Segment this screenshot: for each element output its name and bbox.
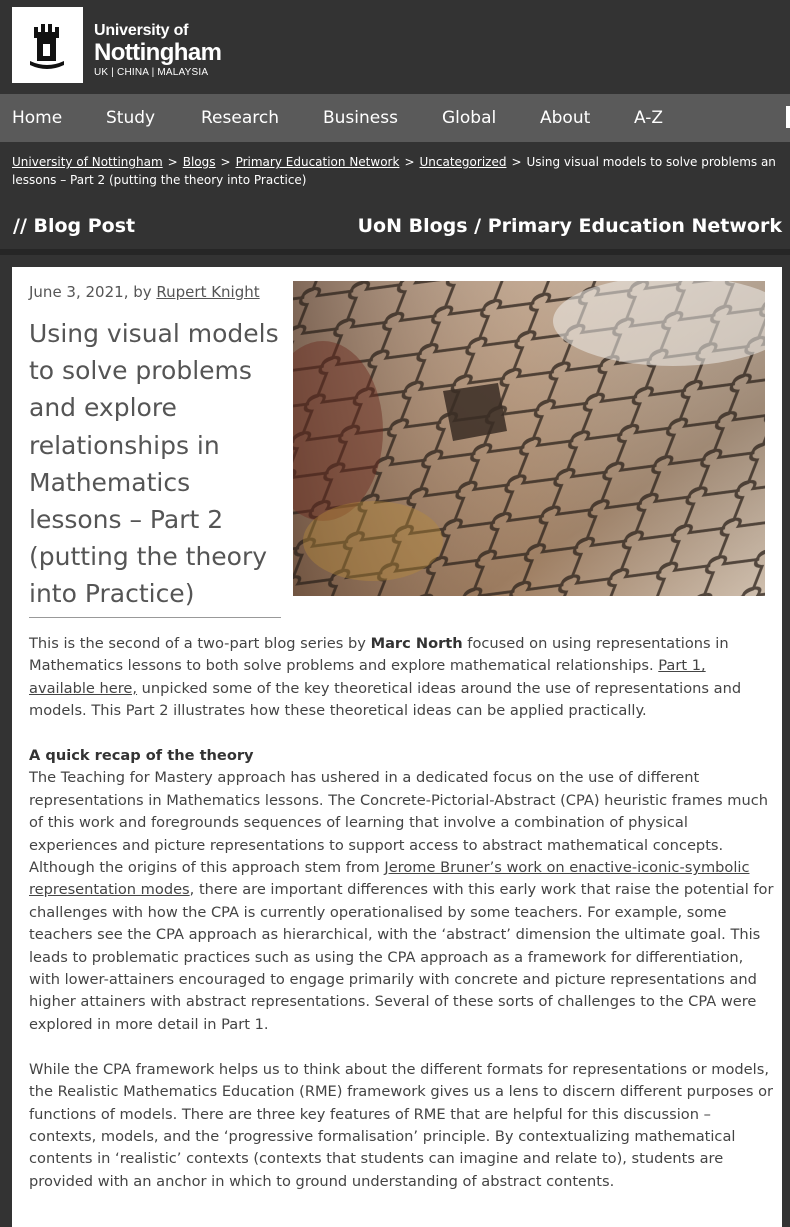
main-nav bbox=[0, 94, 790, 142]
blog-name[interactable]: UoN Blogs / Primary Education Network bbox=[357, 215, 782, 237]
university-wordmark bbox=[94, 22, 221, 80]
nav-research[interactable]: Research bbox=[201, 108, 279, 128]
rme-paragraph: While the CPA framework helps us to think about the different formats for representations or models, the Realistic Mathematics Education (RME) framework gives us a lens to discern different purposes or functions of models. There are three key features of RME that are helpful for this discussion – contexts, models, and the ‘progressive formalisation’ principle. By contextualizing mathematical contents in ‘realistic’ contexts (contexts that students can imagine and relate to), students are provided with an anchor in which to ground understanding of abstract contents. bbox=[29, 1060, 774, 1190]
title-line: Mathematics bbox=[29, 467, 191, 497]
title-line: to solve problems bbox=[29, 356, 252, 386]
title-line: Using visual models bbox=[29, 319, 279, 348]
breadcrumb-primary-education-network[interactable]: Primary Education Network bbox=[235, 155, 400, 169]
wordmark-line1: University of bbox=[94, 22, 189, 39]
intro-text-end: unpicked some of the key theoretical ideas around the use of representations and models. This Part 2 illustrates how these theoretical ideas can be applied practically. bbox=[29, 679, 742, 720]
recap-text-cont: , there are important differences with this early work that raise the potential for challenges with how the CPA is currently operationalised by some teachers. For example, some teachers see the CPA approach as hierarchical, with the ‘abstract’ dimension the ultimate goal. This leads to problematic practices such as using the CPA approach as a framework for differentiation, with lower-attainers encouraged to engage primarily with concrete and picture representations and higher attainers with abstract representations. Several of these sorts of challenges to the CPA were explored in more detail in Part 1. bbox=[29, 881, 774, 1033]
nav-a-z[interactable]: A-Z bbox=[634, 108, 664, 128]
university-logo[interactable] bbox=[12, 7, 83, 83]
title-line: relationships in bbox=[29, 430, 220, 460]
breadcrumb-uncategorized[interactable]: Uncategorized bbox=[419, 155, 507, 169]
breadcrumb-separator: > bbox=[404, 155, 415, 169]
intro-text: This is the second of a two-part blog series by bbox=[29, 635, 371, 652]
wordmark-campuses: UK | CHINA | MALAYSIA bbox=[94, 67, 209, 78]
breadcrumb-separator: > bbox=[511, 155, 522, 169]
breadcrumb-university[interactable]: University of Nottingham bbox=[12, 155, 163, 169]
article-body bbox=[29, 633, 774, 1216]
title-line: lessons – Part 2 bbox=[29, 505, 224, 535]
breadcrumb-current-continued: lessons – Part 2 (putting the theory into Practice) bbox=[12, 173, 307, 187]
part1-link[interactable]: Part 1, available here, bbox=[29, 657, 706, 697]
breadcrumb-current: Using visual models to solve problems an bbox=[526, 155, 776, 169]
article-card bbox=[12, 267, 782, 1227]
nav-about[interactable]: About bbox=[540, 108, 591, 128]
wordmark-line2: Nottingham bbox=[94, 39, 222, 66]
puzzle-photo bbox=[293, 281, 765, 596]
post-date: June 3, 2021 bbox=[29, 283, 124, 301]
recap-heading: A quick recap of the theory bbox=[29, 747, 254, 765]
jigsaw-puzzle-image bbox=[293, 281, 765, 596]
intro-text-cont: focused on using representations in Mathematics lessons to both solve problems and explore mathematical relationships. bbox=[29, 635, 729, 675]
breadcrumb-separator: > bbox=[220, 155, 231, 169]
breadcrumb-separator: > bbox=[167, 155, 178, 169]
bruner-link[interactable]: Jerome Bruner’s work on enactive-iconic-symbolic representation modes bbox=[29, 859, 750, 899]
breadcrumb-blogs[interactable]: Blogs bbox=[182, 155, 216, 169]
section-title: // Blog Post bbox=[13, 215, 136, 237]
title-line: into Practice) bbox=[29, 579, 195, 609]
post-meta bbox=[29, 283, 260, 301]
title-line: and explore bbox=[29, 393, 177, 423]
nav-home[interactable]: Home bbox=[12, 108, 63, 128]
post-author-link[interactable]: Rupert Knight bbox=[156, 283, 260, 301]
nav-global[interactable]: Global bbox=[442, 108, 497, 128]
title-line: (putting the theory bbox=[29, 542, 268, 572]
nav-study[interactable]: Study bbox=[106, 108, 156, 128]
castle-crest-icon bbox=[12, 7, 83, 83]
author-name: Marc North bbox=[370, 635, 463, 652]
post-title bbox=[29, 315, 281, 618]
nav-search-edge[interactable] bbox=[786, 106, 790, 128]
breadcrumb bbox=[12, 153, 790, 189]
nav-business[interactable]: Business bbox=[323, 108, 398, 128]
recap-paragraph bbox=[29, 745, 774, 1036]
site-header bbox=[0, 0, 790, 94]
post-by: , by bbox=[123, 283, 157, 301]
recap-text: The Teaching for Mastery approach has ushered in a dedicated focus on the use of different representations in Mathematics lessons. The Concrete-Pictorial-Abstract (CPA) heuristic frames much of this work and foregrounds sequences of learning that involve a combination of physical experiences and picture representations to support access to abstract mathematical concepts. Although the origins of this approach stem from bbox=[29, 769, 768, 877]
intro-paragraph bbox=[29, 633, 774, 723]
section-divider bbox=[0, 249, 790, 255]
